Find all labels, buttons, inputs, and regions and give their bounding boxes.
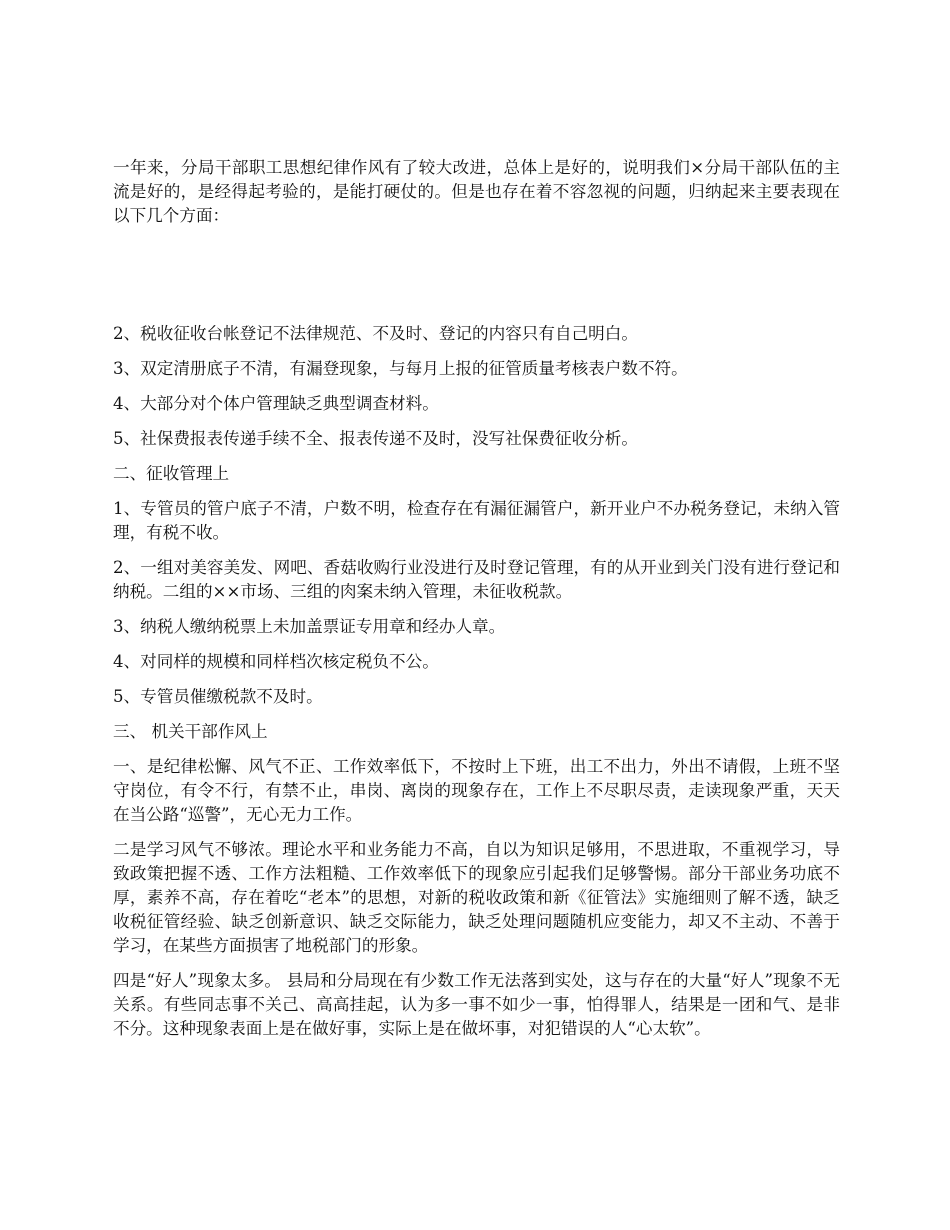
document-body xyxy=(113,156,840,1052)
section-heading-collection-management: 二、征收管理上 xyxy=(113,464,230,483)
paragraph-item-5-social-security: 5、社保费报表传递手续不全、报表传递不及时，没写社保费征收分析。 xyxy=(113,429,638,448)
paragraph-discipline: 一、是纪律松懈、风气不正、工作效率低下，不按时上下班，出工不出力，外出不请假，上班不坚守岗位，有令不行，有禁不止，串岗、离岗的现象存在，工作上不尽职尽责，走读现象严重，天天在当公路“巡警”，无心无力工作。 xyxy=(113,757,840,824)
paragraph-item-3-roster: 3、双定清册底子不清，有漏登现象，与每月上报的征管质量考核表户数不符。 xyxy=(113,359,688,378)
section-heading-staff-conduct: 三、 机关干部作风上 xyxy=(113,722,268,741)
paragraph-item-2-ledger: 2、税收征收台帐登记不法律规范、不及时、登记的内容只有自己明白。 xyxy=(113,324,638,343)
paragraph-study-culture: 二是学习风气不够浓。理论水平和业务能力不高，自以为知识足够用，不思进取，不重视学习，导致政策把握不透、工作方法粗糙、工作效率低下的现象应引起我们足够警惕。部分干部业务功底不厚，素养不高，存在着吃“老本”的思想，对新的税收政策和新《征管法》实施细则了解不透，缺乏收税征管经验、缺乏创新意识、缺乏交际能力，缺乏处理问题随机应变能力，却又不主动、不善于学习，在某些方面损害了地税部门的形象。 xyxy=(113,840,840,955)
paragraph-collection-item-2: 2、一组对美容美发、网吧、香菇收购行业没进行及时登记管理，有的从开业到关门没有进行登记和纳税。二组的××市场、三组的肉案未纳入管理，未征收税款。 xyxy=(113,558,840,601)
paragraph-good-person-phenomenon: 四是“好人”现象太多。 县局和分局现在有少数工作无法落到实处，这与存在的大量“好人”现象不无关系。有些同志事不关己、高高挂起，认为多一事不如少一事，怕得罪人，结果是一团和气、是非不分。这种现象表面上是在做好事，实际上是在做坏事，对犯错误的人“心太软”。 xyxy=(113,971,840,1038)
intro-paragraph: 一年来，分局干部职工思想纪律作风有了较大改进，总体上是好的，说明我们×分局干部队伍的主流是好的，是经得起考验的，是能打硬仗的。但是也存在着不容忽视的问题，归纳起来主要表现在以下几个方面： xyxy=(113,158,840,225)
paragraph-item-4-survey: 4、大部分对个体户管理缺乏典型调查材料。 xyxy=(113,394,439,413)
paragraph-collection-item-3: 3、纳税人缴纳税票上未加盖票证专用章和经办人章。 xyxy=(113,617,506,636)
paragraph-collection-item-1: 1、专管员的管户底子不清，户数不明，检查存在有漏征漏管户，新开业户不办税务登记，未纳入管理，有税不收。 xyxy=(113,499,840,542)
paragraph-collection-item-4: 4、对同样的规模和同样档次核定税负不公。 xyxy=(113,652,439,671)
paragraph-collection-item-5: 5、专管员催缴税款不及时。 xyxy=(113,687,323,706)
